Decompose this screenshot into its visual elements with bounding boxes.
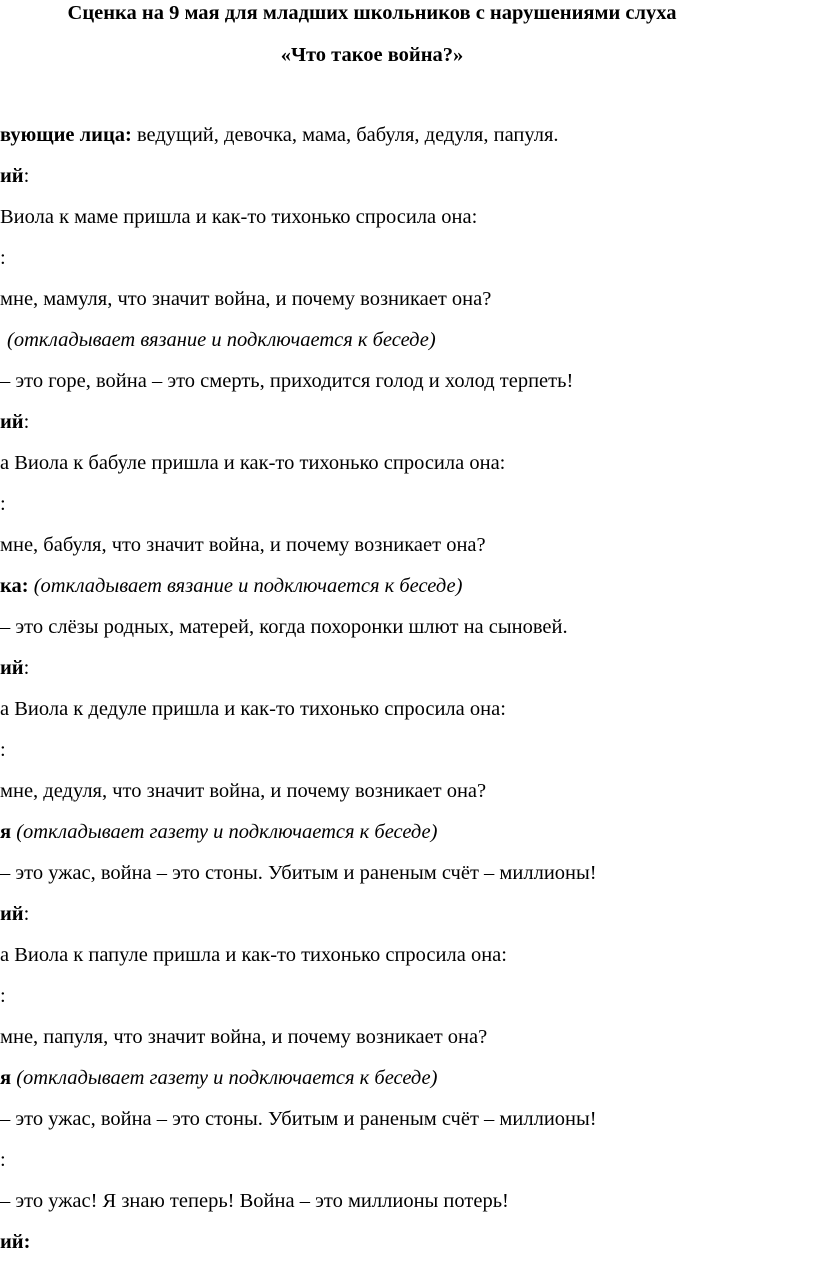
speaker-line bbox=[0, 985, 10, 1008]
stage-direction-group bbox=[0, 1067, 437, 1089]
dialogue-line: – это ужас, война – это стоны. Убитым и раненым счёт – миллионы! bbox=[0, 862, 597, 884]
stage-direction-text: (откладывает вязание и подключается к беседе) bbox=[7, 329, 436, 351]
speaker-line bbox=[0, 739, 10, 762]
speaker-line bbox=[0, 1149, 10, 1172]
stage-direction-group bbox=[0, 821, 437, 843]
stage-direction-text: (откладывает газету и подключается к беседе) bbox=[11, 821, 438, 843]
narration-text: а Виола к дедуле пришла и как-то тихонько спросила она: bbox=[0, 698, 506, 720]
speaker-line bbox=[0, 165, 29, 188]
stage-direction bbox=[0, 575, 462, 598]
cast-line bbox=[0, 124, 559, 147]
stage-direction-text: (откладывает газету и подключается к беседе) bbox=[11, 1067, 438, 1089]
speaker-grandpa: я bbox=[0, 821, 12, 843]
narration-line bbox=[0, 944, 580, 967]
dialogue-line: мне, бабуля, что значит война, и почему возникает она? bbox=[0, 534, 486, 556]
dialogue-line: мне, мамуля, что значит война, и почему возникает она? bbox=[0, 288, 492, 310]
dialogue-line: мне, дедуля, что значит война, и почему возникает она? bbox=[0, 780, 487, 802]
dialogue-line: – это горе, война – это смерть, приходится голод и холод терпеть! bbox=[0, 370, 574, 392]
speaker-grandma: ка: bbox=[0, 575, 29, 597]
speaker-line bbox=[0, 411, 29, 434]
document-title: Сценка на 9 мая для младших школьников с нарушениями слуха bbox=[67, 2, 677, 24]
stage-direction-text: (откладывает вязание и подключается к беседе) bbox=[28, 575, 463, 597]
cast-list: ведущий, девочка, мама, бабуля, дедуля, папуля. bbox=[131, 124, 559, 146]
speaker-host: ий bbox=[0, 411, 24, 433]
speaker-line bbox=[0, 493, 10, 516]
narration-line: Виола к маме пришла и как-то тихонько спросила она: bbox=[0, 206, 478, 228]
speaker-line bbox=[0, 1231, 30, 1254]
speaker-colon: : bbox=[0, 493, 6, 515]
speaker-colon: : bbox=[0, 1149, 6, 1171]
speaker-host: ий bbox=[0, 903, 24, 925]
narration-text: а Виола к папуле пришла и как-то тихонько спросила она: bbox=[0, 944, 507, 966]
speaker-colon: : bbox=[0, 985, 6, 1007]
speaker-host: ий bbox=[0, 165, 24, 187]
speaker-line bbox=[0, 657, 29, 680]
speaker-colon: : bbox=[23, 411, 30, 433]
stage-direction bbox=[0, 821, 502, 844]
stage-direction bbox=[7, 329, 436, 352]
speaker-colon: : bbox=[0, 247, 6, 269]
speaker-host: ий bbox=[0, 657, 24, 679]
speaker-colon: : bbox=[0, 739, 6, 761]
dialogue-line: – это слёзы родных, матерей, когда похоронки шлют на сыновей. bbox=[0, 616, 568, 638]
speaker-host: ий: bbox=[0, 1231, 31, 1253]
speaker-colon: : bbox=[23, 657, 30, 679]
stage-direction bbox=[0, 1067, 506, 1090]
speaker-colon: : bbox=[23, 903, 30, 925]
narration-text: а Виола к бабуле пришла и как-то тихонько спросила она: bbox=[0, 452, 506, 474]
narration-line bbox=[0, 698, 580, 721]
speaker-line bbox=[0, 247, 10, 270]
narration-line bbox=[0, 452, 580, 475]
dialogue-line: мне, папуля, что значит война, и почему возникает она? bbox=[0, 1026, 488, 1048]
speaker-papa: я bbox=[0, 1067, 12, 1089]
cast-label: вующие лица: bbox=[0, 124, 132, 146]
document-subtitle: «Что такое война?» bbox=[280, 44, 464, 66]
dialogue-line: – это ужас! Я знаю теперь! Война – это миллионы потерь! bbox=[0, 1190, 509, 1212]
dialogue-line: – это ужас, война – это стоны. Убитым и раненым счёт – миллионы! bbox=[0, 1108, 597, 1130]
speaker-colon: : bbox=[23, 165, 30, 187]
speaker-line bbox=[0, 903, 29, 926]
